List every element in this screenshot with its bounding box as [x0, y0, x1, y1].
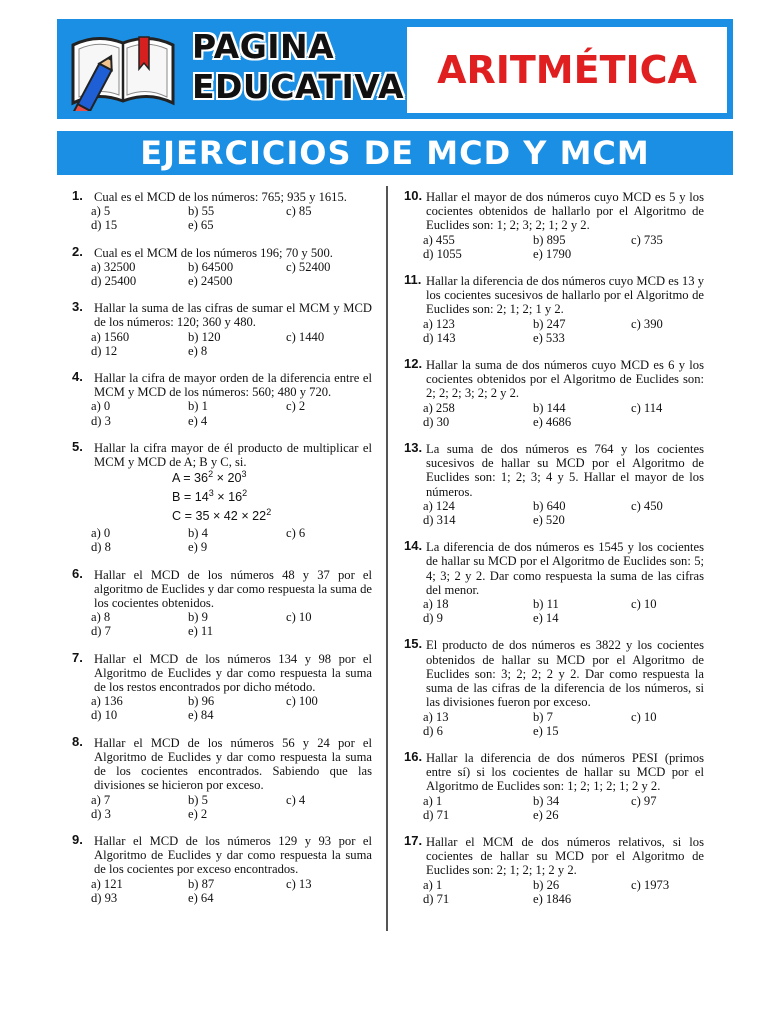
option-c: c) 390 — [631, 316, 663, 331]
option-b: b) 96 — [188, 694, 215, 709]
option-d: d) 3 — [91, 806, 111, 821]
question-13 — [404, 442, 704, 527]
question-5 — [72, 438, 372, 555]
formula-a-factor: × 20 — [213, 471, 242, 486]
option-b: b) 11 — [533, 597, 559, 612]
question-text: Hallar el MCD de los números 48 y 37 por el algoritmo de Euclides y dar como respuesta la suma de los cocientes obtenidos. — [94, 567, 372, 611]
option-e: e) 24500 — [188, 274, 233, 289]
question-10 — [404, 190, 704, 261]
option-c: c) 4 — [286, 792, 306, 807]
answer-options — [91, 204, 372, 232]
option-d: d) 9 — [423, 611, 443, 626]
question-number: 2. — [72, 243, 83, 259]
option-a: a) 455 — [423, 232, 455, 247]
formula-c-base: C = 35 × 42 × 22 — [172, 509, 267, 524]
option-a: a) 121 — [91, 876, 123, 891]
option-a: a) 13 — [423, 709, 449, 724]
question-text: Hallar la suma de las cifras de sumar el MCM y MCD de los números: 120; 360 y 480. — [94, 301, 372, 330]
question-number: 5. — [72, 438, 83, 454]
answer-options — [91, 877, 372, 905]
question-number: 10. — [404, 188, 423, 203]
option-d: d) 12 — [91, 343, 118, 358]
option-a: a) 1 — [423, 793, 443, 808]
formula-c-exponent: 2 — [266, 507, 272, 518]
option-d: d) 93 — [91, 890, 118, 905]
answer-options — [91, 330, 372, 358]
option-a: a) 0 — [91, 526, 111, 541]
option-c: c) 97 — [631, 793, 657, 808]
option-c: c) 1973 — [631, 877, 670, 892]
answer-options — [423, 401, 704, 429]
option-c: c) 10 — [631, 597, 657, 612]
question-number: 12. — [404, 356, 423, 372]
option-a: a) 18 — [423, 597, 449, 612]
option-e: e) 64 — [188, 890, 214, 905]
option-c: c) 1440 — [286, 329, 325, 344]
answer-options — [91, 526, 372, 554]
option-d: d) 30 — [423, 414, 450, 429]
option-d: d) 7 — [91, 624, 111, 639]
option-e: e) 26 — [533, 807, 559, 822]
option-b: b) 55 — [188, 204, 215, 219]
option-e: e) 1790 — [533, 246, 572, 261]
title-bar — [57, 131, 733, 175]
formula-b-exponent-1: 3 — [208, 488, 214, 499]
option-d: d) 71 — [423, 807, 450, 822]
question-number: 6. — [72, 565, 83, 581]
option-d: d) 10 — [91, 708, 118, 723]
question-number: 14. — [404, 538, 423, 554]
option-a: a) 8 — [91, 610, 111, 625]
formula-b-base: B = 14 — [172, 490, 209, 505]
answer-options — [91, 610, 372, 638]
option-a: a) 258 — [423, 400, 455, 415]
question-4 — [72, 371, 372, 428]
answer-options — [423, 710, 704, 738]
option-e: e) 11 — [188, 624, 214, 639]
option-c: c) 450 — [631, 498, 663, 513]
option-d: d) 314 — [423, 513, 456, 528]
question-number: 17. — [404, 832, 423, 848]
question-number: 7. — [72, 649, 83, 665]
question-number: 8. — [72, 733, 83, 749]
option-b: b) 4 — [188, 526, 208, 541]
answer-options — [91, 399, 372, 427]
answer-options — [91, 793, 372, 821]
formula-a — [172, 469, 372, 488]
question-14 — [404, 540, 704, 625]
question-1 — [72, 190, 372, 233]
question-text: Hallar la suma de dos números cuyo MCD es 6 y los cocientes obtenidos por el Algoritmo de Euclides son: 2; 2; 2; 3; 2; 2 y 2. — [426, 358, 704, 401]
answer-options — [91, 694, 372, 722]
option-d: d) 143 — [423, 330, 456, 345]
question-17 — [404, 832, 704, 906]
option-d: d) 6 — [423, 723, 443, 738]
subject-title: ARITMÉTICA — [437, 48, 697, 92]
book-pencil-icon — [67, 29, 179, 111]
page-title: EJERCICIOS DE MCD Y MCM — [140, 134, 650, 172]
subject-box — [407, 27, 727, 113]
option-e: e) 84 — [188, 708, 214, 723]
question-text: Hallar el mayor de dos números cuyo MCD es 5 y los cocientes obtenidos de hallarlo por el Algoritmo de Euclides son: 1; 2; 3; 2; 1; 2 y 2. — [426, 190, 704, 233]
question-3 — [72, 301, 372, 358]
question-number: 4. — [72, 369, 83, 385]
left-column — [72, 190, 372, 918]
option-c: c) 6 — [286, 526, 306, 541]
option-c: c) 735 — [631, 232, 663, 247]
question-text: Hallar el MCD de los números 134 y 98 por el Algoritmo de Euclides y dar como respuesta la suma de los restos encontrados por dicho método. — [94, 651, 372, 695]
formula-a-exponent-1: 2 — [208, 469, 214, 480]
option-a: a) 124 — [423, 498, 455, 513]
question-11 — [404, 274, 704, 345]
question-text: Cual es el MCM de los números 196; 70 y 500. — [94, 245, 333, 260]
option-c: c) 2 — [286, 399, 306, 414]
option-b: b) 247 — [533, 316, 566, 331]
formula-b-exponent-2: 2 — [242, 488, 248, 499]
formula-a-base: A = 36 — [172, 471, 209, 486]
option-e: e) 533 — [533, 330, 565, 345]
question-7 — [72, 649, 372, 723]
answer-options — [423, 597, 704, 625]
answer-options — [423, 794, 704, 822]
question-2 — [72, 243, 372, 289]
question-text: Hallar la cifra mayor de él producto de multiplicar el MCM y MCD de A; B y C, si. — [94, 440, 372, 470]
option-b: b) 9 — [188, 610, 208, 625]
formula-b-factor: × 16 — [213, 490, 243, 505]
question-number: 15. — [404, 636, 423, 652]
question-text: La diferencia de dos números es 1545 y los cocientes de hallar su MCD por el Algoritmo de Euclides son: 5; 4; 3; 2 y 2. Dar como respuesta la suma de las cifras del menor. — [426, 540, 704, 597]
column-divider — [386, 186, 388, 931]
option-b: b) 1 — [188, 399, 208, 414]
brand-name — [192, 27, 405, 107]
option-a: a) 5 — [91, 204, 111, 219]
header-banner — [57, 19, 733, 119]
question-text: Cual es el MCD de los números: 765; 935 y 1615. — [94, 190, 347, 204]
question-text: El producto de dos números es 3822 y los cocientes obtenidos de hallar su MCD por el Algoritmo de Euclides son: 3; 2; 2; 2 y 2. Dar como respuesta la suma de las cifras de la diferencia de los números, si las divisiones fueron por exceso. — [426, 638, 704, 710]
question-16 — [404, 748, 704, 822]
option-e: e) 4 — [188, 413, 208, 428]
option-c: c) 85 — [286, 204, 312, 219]
question-text: Hallar el MCD de los números 129 y 93 por el Algoritmo de Euclides y dar como respuesta la suma de los cocientes por exceso encontrados. — [94, 833, 372, 877]
option-c: c) 100 — [286, 694, 318, 709]
option-b: b) 26 — [533, 877, 560, 892]
question-text: Hallar la cifra de mayor orden de la diferencia entre el MCM y MCD de los números: 560; 480 y 720. — [94, 371, 372, 400]
formula-a-exponent-2: 3 — [241, 469, 247, 480]
question-12 — [404, 358, 704, 429]
question-text: Hallar el MCD de los números 56 y 24 por el Algoritmo de Euclides y dar como respuesta la suma de los cocientes encontrados. Sabiendo que las divisiones se hicieron por exceso. — [94, 735, 372, 793]
question-text: Hallar el MCM de dos números relativos, si los cocientes de hallar su MCD por el Algoritmo de Euclides son: 2; 1; 2; 1; 2 y 2. — [426, 834, 704, 878]
formula-c — [172, 507, 372, 526]
option-a: a) 1 — [423, 877, 443, 892]
option-a: a) 123 — [423, 316, 455, 331]
option-e: e) 4686 — [533, 414, 572, 429]
option-e: e) 15 — [533, 723, 559, 738]
question-6 — [72, 565, 372, 639]
option-d: d) 3 — [91, 413, 111, 428]
option-e: e) 65 — [188, 218, 214, 233]
option-d: d) 1055 — [423, 246, 462, 261]
answer-options — [423, 878, 704, 906]
option-e: e) 8 — [188, 343, 208, 358]
option-b: b) 5 — [188, 792, 208, 807]
option-b: b) 640 — [533, 498, 566, 513]
option-b: b) 7 — [533, 709, 553, 724]
question-15 — [404, 638, 704, 737]
option-b: b) 34 — [533, 793, 560, 808]
option-d: d) 71 — [423, 891, 450, 906]
option-e: e) 1846 — [533, 891, 572, 906]
brand-line-2: EDUCATIVA — [192, 67, 405, 106]
option-a: a) 0 — [91, 399, 111, 414]
formula-b — [172, 488, 372, 507]
option-b: b) 144 — [533, 400, 566, 415]
option-b: b) 120 — [188, 329, 221, 344]
answer-options — [423, 233, 704, 261]
option-c: c) 10 — [286, 610, 312, 625]
option-c: c) 13 — [286, 876, 312, 891]
option-e: e) 9 — [188, 540, 208, 555]
option-a: a) 136 — [91, 694, 123, 709]
option-d: d) 15 — [91, 218, 118, 233]
option-e: e) 14 — [533, 611, 559, 626]
option-c: c) 114 — [631, 400, 663, 415]
question-number: 13. — [404, 440, 423, 456]
question-text: Hallar la diferencia de dos números cuyo MCD es 13 y los cocientes sucesivos de hallarlo por el Algoritmo de Euclides son: 2; 1; 2; 1 y 2. — [426, 274, 704, 317]
option-d: d) 25400 — [91, 274, 137, 289]
option-c: c) 10 — [631, 709, 657, 724]
answer-options — [423, 499, 704, 527]
question-9 — [72, 831, 372, 905]
option-b: b) 895 — [533, 232, 566, 247]
answer-options — [423, 317, 704, 345]
question-8 — [72, 733, 372, 821]
option-d: d) 8 — [91, 540, 111, 555]
question-number: 11. — [404, 272, 422, 288]
question-text: La suma de dos números es 764 y los cocientes sucesivos de hallar su MCD por el Algoritmo de Euclides son: 1; 2; 3; 4 y 5. Hallar el mayor de los números. — [426, 442, 704, 499]
option-a: a) 7 — [91, 792, 111, 807]
brand-line-1: PAGINA — [192, 27, 335, 66]
answer-options — [91, 260, 372, 288]
question-number: 9. — [72, 831, 83, 847]
option-c: c) 52400 — [286, 259, 331, 274]
question-text: Hallar la diferencia de dos números PESI (primos entre sí) si los cocientes de hallar su MCD por el Algoritmo de Euclides son: 1; 2; 1; 2; 1; 2 y 2. — [426, 750, 704, 794]
option-b: b) 87 — [188, 876, 215, 891]
option-e: e) 2 — [188, 806, 208, 821]
question-number: 3. — [72, 299, 83, 315]
option-b: b) 64500 — [188, 259, 234, 274]
question-number: 16. — [404, 748, 423, 764]
option-e: e) 520 — [533, 513, 565, 528]
option-a: a) 32500 — [91, 259, 136, 274]
question-number: 1. — [72, 188, 83, 203]
right-column — [404, 190, 704, 919]
formula-block — [172, 469, 372, 526]
option-a: a) 1560 — [91, 329, 130, 344]
